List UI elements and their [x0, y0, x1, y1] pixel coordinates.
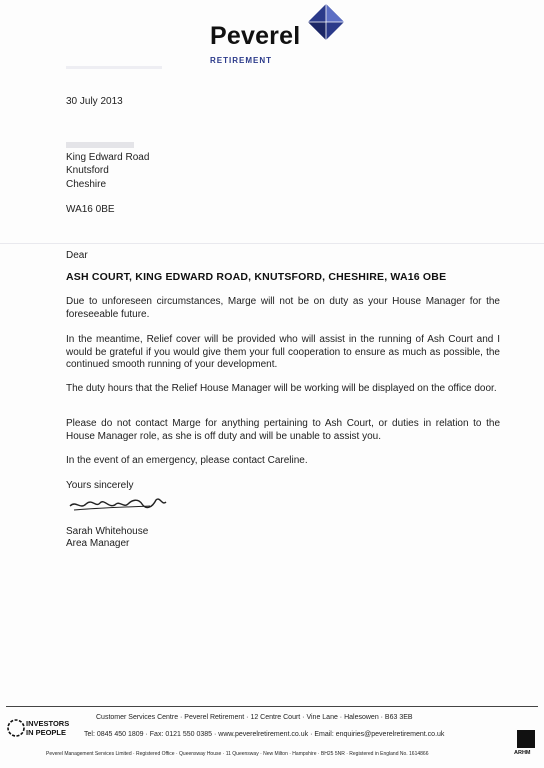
- arhm-icon: [517, 730, 535, 748]
- address-line: King Edward Road: [66, 152, 150, 163]
- arhm-logo: [514, 730, 538, 760]
- signatory-title: Area Manager: [66, 538, 130, 549]
- fold-line: [0, 243, 544, 244]
- body-paragraph: Due to unforeseen circumstances, Marge will not be on duty as your House Manager for the foreseeable future.: [66, 296, 500, 320]
- address-line: Cheshire: [66, 178, 107, 190]
- diamond-logo-icon: [308, 4, 344, 40]
- letter-date: 30 July 2013: [66, 96, 123, 107]
- subject-line: ASH COURT, KING EDWARD ROAD, KNUTSFORD, CHESHIRE, WA16 OBE: [66, 271, 447, 283]
- footer-contact: Tel: 0845 450 1809 · Fax: 0121 550 0385 · www.peverelretirement.co.uk · Email: enquiries@peverelretirement.co.uk: [84, 731, 445, 738]
- handwritten-signature: [66, 492, 176, 516]
- salutation: Dear: [66, 250, 88, 261]
- body-paragraph: In the meantime, Relief cover will be provided who will assist in the running of Ash Court and I would be grateful if you would give them your full cooperation to ensure as much as possible, the continued smooth running of your development.: [66, 334, 500, 371]
- footer-registration: Peverel Management Services Limited · Registered Office · Queensway House · 11 Queensway · New Milton · Hampshire · BH25 5NR · Registered in England No. 1614866: [46, 751, 429, 757]
- investors-in-people-icon: [6, 718, 26, 738]
- investors-line: IN PEOPLE: [26, 727, 67, 737]
- body-paragraph: In the event of an emergency, please contact Careline.: [66, 455, 308, 466]
- investors-in-people-logo: [6, 716, 76, 746]
- peverel-logo: [210, 4, 370, 68]
- arhm-text: ARHM: [514, 750, 531, 756]
- investors-text: [26, 720, 69, 737]
- redacted-reference: [66, 66, 162, 69]
- body-paragraph: The duty hours that the Relief House Manager will be working will be displayed on the office door.: [66, 383, 497, 394]
- footer-address: Customer Services Centre · Peverel Retirement · 12 Centre Court · Vine Lane · Halesowen · B63 3EB: [96, 714, 413, 721]
- investors-line: INVESTORS: [26, 719, 70, 728]
- signatory-name: Sarah Whitehouse: [66, 526, 149, 537]
- closing: Yours sincerely: [66, 480, 134, 491]
- redacted-name: [66, 142, 134, 148]
- brand-sub: RETIREMENT: [210, 56, 272, 65]
- body-paragraph: Please do not contact Marge for anything pertaining to Ash Court, or duties in relation to the House Manager role, as she is off duty and will be unable to assist you.: [66, 418, 500, 442]
- footer-divider: [6, 706, 538, 707]
- brand-name: Peverel: [210, 22, 301, 50]
- address-block: [66, 152, 149, 192]
- postcode: WA16 0BE: [66, 204, 115, 215]
- address-line: Knutsford: [66, 165, 109, 177]
